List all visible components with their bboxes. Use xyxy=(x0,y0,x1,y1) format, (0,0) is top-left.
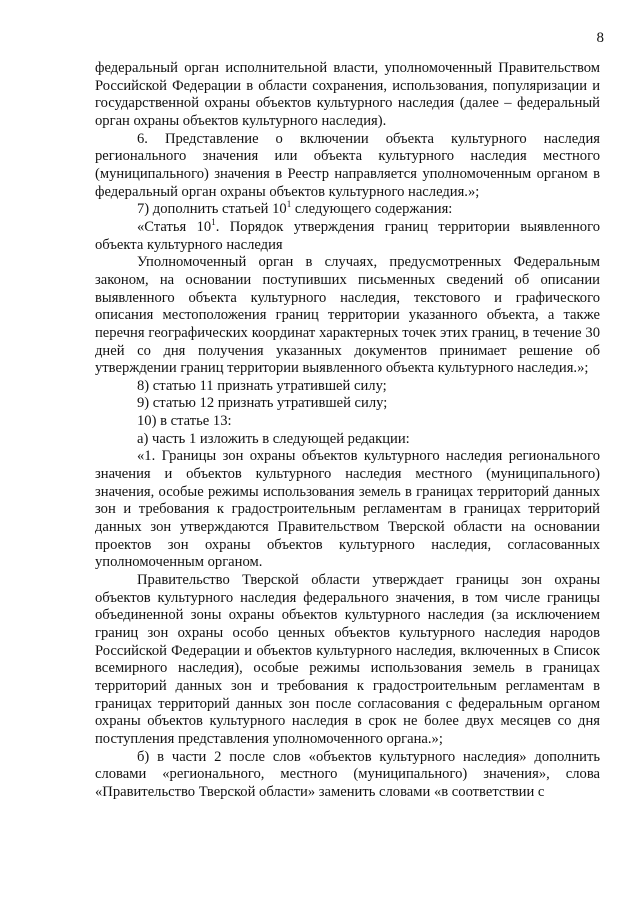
paragraph-item-6: 6. Представление о включении объекта культурного наследия регионального значения или объекта культурного наследия местного (муниципального) значения в Реестр направляется уполномоченным органом в федеральный орган охраны объектов культурного наследия.»; xyxy=(95,130,600,200)
item-7-text-a: 7) дополнить статьей 10 xyxy=(137,201,287,218)
paragraph-government-approves: Правительство Тверской области утверждает границы зон охраны объектов культурного наследия федерального значения, в том числе границы объединенной зоны охраны объектов культурного наследия (за исключением границ зон охраны особо ценных объектов культурного наследия народов Российской Федерации и объектов культурного наследия, включенных в Список всемирного наследия), особые режимы использования земель в границах территорий данных зон и требования к градостроительным регламентам в границах территорий данных зон после согласования с федеральным органом охраны объектов культурного наследия в срок не более двух месяцев со дня поступления представления уполномоченного органа.»; xyxy=(95,572,600,747)
paragraph-item-8: 8) статью 11 признать утратившей силу; xyxy=(137,377,387,394)
paragraph-item-9: 9) статью 12 признать утратившей силу; xyxy=(137,395,388,412)
paragraph-subitem-b: б) в части 2 после слов «объектов культурного наследия» дополнить словами «регионального, местного (муниципального) значения», слова «Правительство Тверской области» заменить словами «в соответствии с xyxy=(95,748,600,800)
item-7-superscript: 1 xyxy=(286,199,292,210)
page-number: 8 xyxy=(596,30,604,46)
item-7-text-b: следующего содержания: xyxy=(291,201,453,218)
paragraph-article-heading xyxy=(95,219,600,254)
paragraph-part-1: «1. Границы зон охраны объектов культурного наследия регионального значения и объектов культурного наследия местного (муниципального) значения, особые режимы использования земель в границах территорий данных зон и требования к градостроительным регламентам в границах территорий данных зон утверждаются Правительством Тверской области на основании проектов зон охраны объектов культурного наследия, согласованных уполномоченным органом. xyxy=(95,448,600,571)
paragraph-item-7 xyxy=(95,201,600,219)
document-body xyxy=(95,60,600,802)
article-heading-superscript: 1 xyxy=(211,217,216,228)
article-heading-text-b: . Порядок утверждения границ территории выявленного объекта культурного наследия xyxy=(95,218,601,253)
article-heading-text-a: «Статья 10 xyxy=(137,218,212,235)
paragraph-authorized-organ: Уполномоченный орган в случаях, предусмотренных Федеральным законом, на основании поступивших письменных сведений об описании выявленного объекта культурного наследия, текстового и графического описания местоположения границ территории указанного объекта, а также перечня географических координат характерных точек этих границ, в течение 30 дней со дня получения указанных документов принимает решение об утверждении границ территории выявленного объекта культурного наследия.»; xyxy=(95,254,600,377)
paragraph-federal-organ: федеральный орган исполнительной власти, уполномоченный Правительством Российской Федерации в области сохранения, использования, популяризации и государственной охраны объектов культурного наследия (далее – федеральный орган охраны объектов культурного наследия). xyxy=(95,60,600,129)
paragraph-subitem-a: а) часть 1 изложить в следующей редакции: xyxy=(137,430,410,447)
paragraph-item-10: 10) в статье 13: xyxy=(137,413,232,430)
